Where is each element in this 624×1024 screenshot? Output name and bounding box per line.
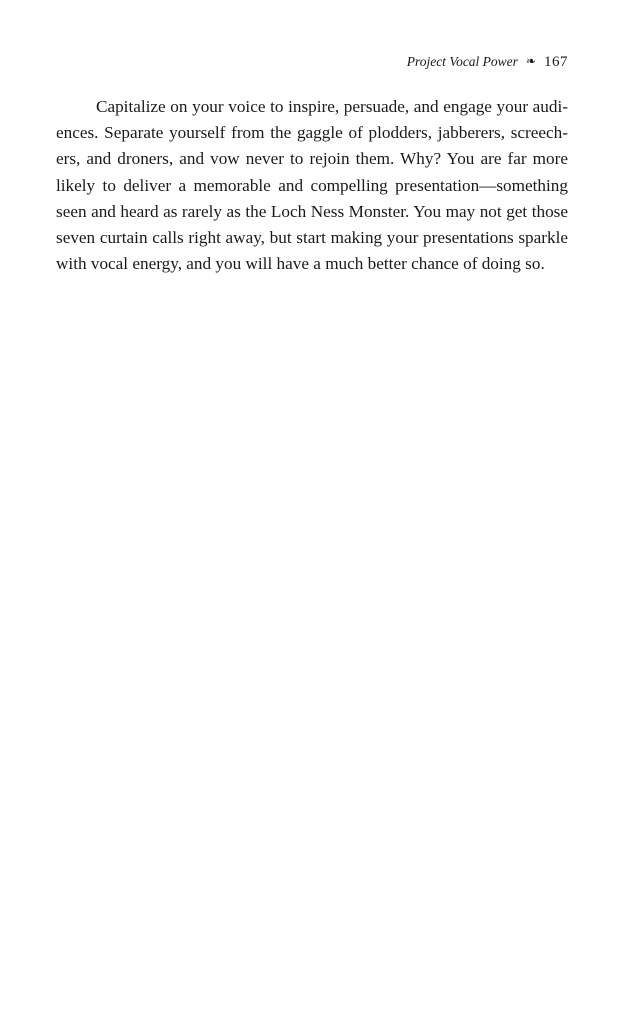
page-number: 167: [544, 54, 568, 70]
paragraph-line: seven curtain calls right away, but start making your presentations sparkle: [56, 228, 568, 248]
paragraph-line: ences. Separate yourself from the gaggle of plodders, jabberers, screech-: [56, 123, 568, 143]
body-paragraph: [56, 94, 568, 277]
running-head: [407, 54, 568, 71]
paragraph-line: with vocal energy, and you will have a much better chance of doing so.: [56, 254, 545, 274]
fleuron-ornament-icon: ❧: [525, 54, 536, 68]
paragraph-line: seen and heard as rarely as the Loch Ness Monster. You may not get those: [56, 201, 568, 221]
paragraph-line: likely to deliver a memorable and compelling presentation—something: [56, 175, 568, 195]
running-head-title: Project Vocal Power: [406, 54, 518, 69]
paragraph-line: Capitalize on your voice to inspire, persuade, and engage your audi-: [96, 97, 568, 116]
paragraph-line: ers, and droners, and vow never to rejoin them. Why? You are far more: [56, 149, 568, 169]
